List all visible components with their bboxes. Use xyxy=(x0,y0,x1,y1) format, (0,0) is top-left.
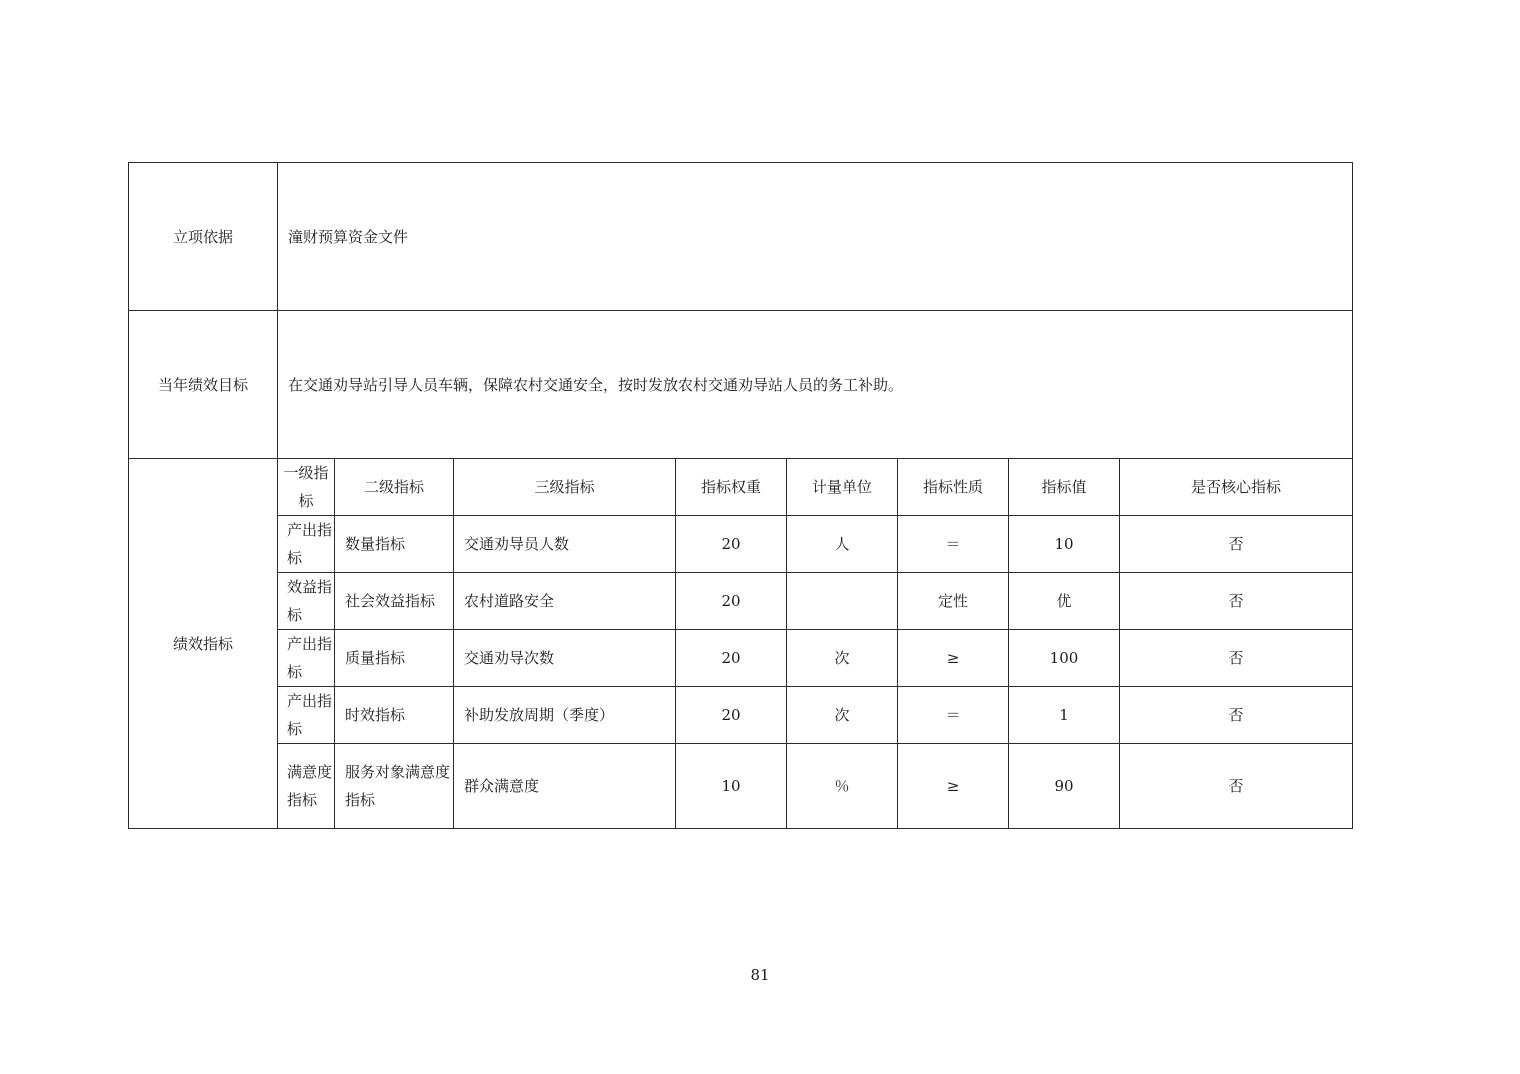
core-cell: 否 xyxy=(1120,630,1353,687)
weight-cell: 20 xyxy=(676,687,787,744)
table-row xyxy=(129,573,1353,630)
header-cell-nature: 指标性质 xyxy=(898,459,1009,516)
level3-cell: 交通劝导次数 xyxy=(454,630,676,687)
level1-cell: 产出指标 xyxy=(278,687,335,744)
goal-label: 当年绩效目标 xyxy=(129,311,278,459)
indicator-header-row xyxy=(129,459,1353,516)
level3-cell: 补助发放周期（季度） xyxy=(454,687,676,744)
level2-cell: 数量指标 xyxy=(335,516,454,573)
table-row xyxy=(129,516,1353,573)
header-cell-core: 是否核心指标 xyxy=(1120,459,1353,516)
indicators-label: 绩效指标 xyxy=(129,459,278,829)
header-cell-level3: 三级指标 xyxy=(454,459,676,516)
level2-cell: 社会效益指标 xyxy=(335,573,454,630)
level3-cell: 群众满意度 xyxy=(454,744,676,829)
nature-cell: ≥ xyxy=(898,744,1009,829)
value-cell: 优 xyxy=(1009,573,1120,630)
level3-cell: 农村道路安全 xyxy=(454,573,676,630)
core-cell: 否 xyxy=(1120,744,1353,829)
value-cell: 10 xyxy=(1009,516,1120,573)
nature-cell: ＝ xyxy=(898,687,1009,744)
weight-cell: 20 xyxy=(676,573,787,630)
table-row xyxy=(129,630,1353,687)
header-cell-level1: 一级指标 xyxy=(278,459,335,516)
weight-cell: 10 xyxy=(676,744,787,829)
nature-cell: ＝ xyxy=(898,516,1009,573)
level1-cell: 效益指标 xyxy=(278,573,335,630)
weight-cell: 20 xyxy=(676,516,787,573)
header-cell-weight: 指标权重 xyxy=(676,459,787,516)
level1-cell: 产出指标 xyxy=(278,630,335,687)
nature-cell: ≥ xyxy=(898,630,1009,687)
level1-cell: 满意度指标 xyxy=(278,744,335,829)
unit-cell: 人 xyxy=(787,516,898,573)
page-number: 81 xyxy=(750,966,770,984)
value-cell: 1 xyxy=(1009,687,1120,744)
header-cell-level2: 二级指标 xyxy=(335,459,454,516)
core-cell: 否 xyxy=(1120,573,1353,630)
goal-row xyxy=(129,311,1353,459)
core-cell: 否 xyxy=(1120,516,1353,573)
value-cell: 100 xyxy=(1009,630,1120,687)
level2-cell: 质量指标 xyxy=(335,630,454,687)
basis-value: 潼财预算资金文件 xyxy=(278,163,1353,311)
level3-cell: 交通劝导员人数 xyxy=(454,516,676,573)
value-cell: 90 xyxy=(1009,744,1120,829)
unit-cell: ％ xyxy=(787,744,898,829)
header-cell-unit: 计量单位 xyxy=(787,459,898,516)
table-row xyxy=(129,744,1353,829)
core-cell: 否 xyxy=(1120,687,1353,744)
level2-cell: 服务对象满意度指标 xyxy=(335,744,454,829)
unit-cell: 次 xyxy=(787,687,898,744)
performance-table xyxy=(128,162,1353,829)
goal-value: 在交通劝导站引导人员车辆，保障农村交通安全，按时发放农村交通劝导站人员的务工补助。 xyxy=(278,311,1353,459)
table-row xyxy=(129,687,1353,744)
basis-row xyxy=(129,163,1353,311)
unit-cell xyxy=(787,573,898,630)
header-cell-value: 指标值 xyxy=(1009,459,1120,516)
nature-cell: 定性 xyxy=(898,573,1009,630)
weight-cell: 20 xyxy=(676,630,787,687)
level1-cell: 产出指标 xyxy=(278,516,335,573)
level2-cell: 时效指标 xyxy=(335,687,454,744)
basis-label: 立项依据 xyxy=(129,163,278,311)
unit-cell: 次 xyxy=(787,630,898,687)
